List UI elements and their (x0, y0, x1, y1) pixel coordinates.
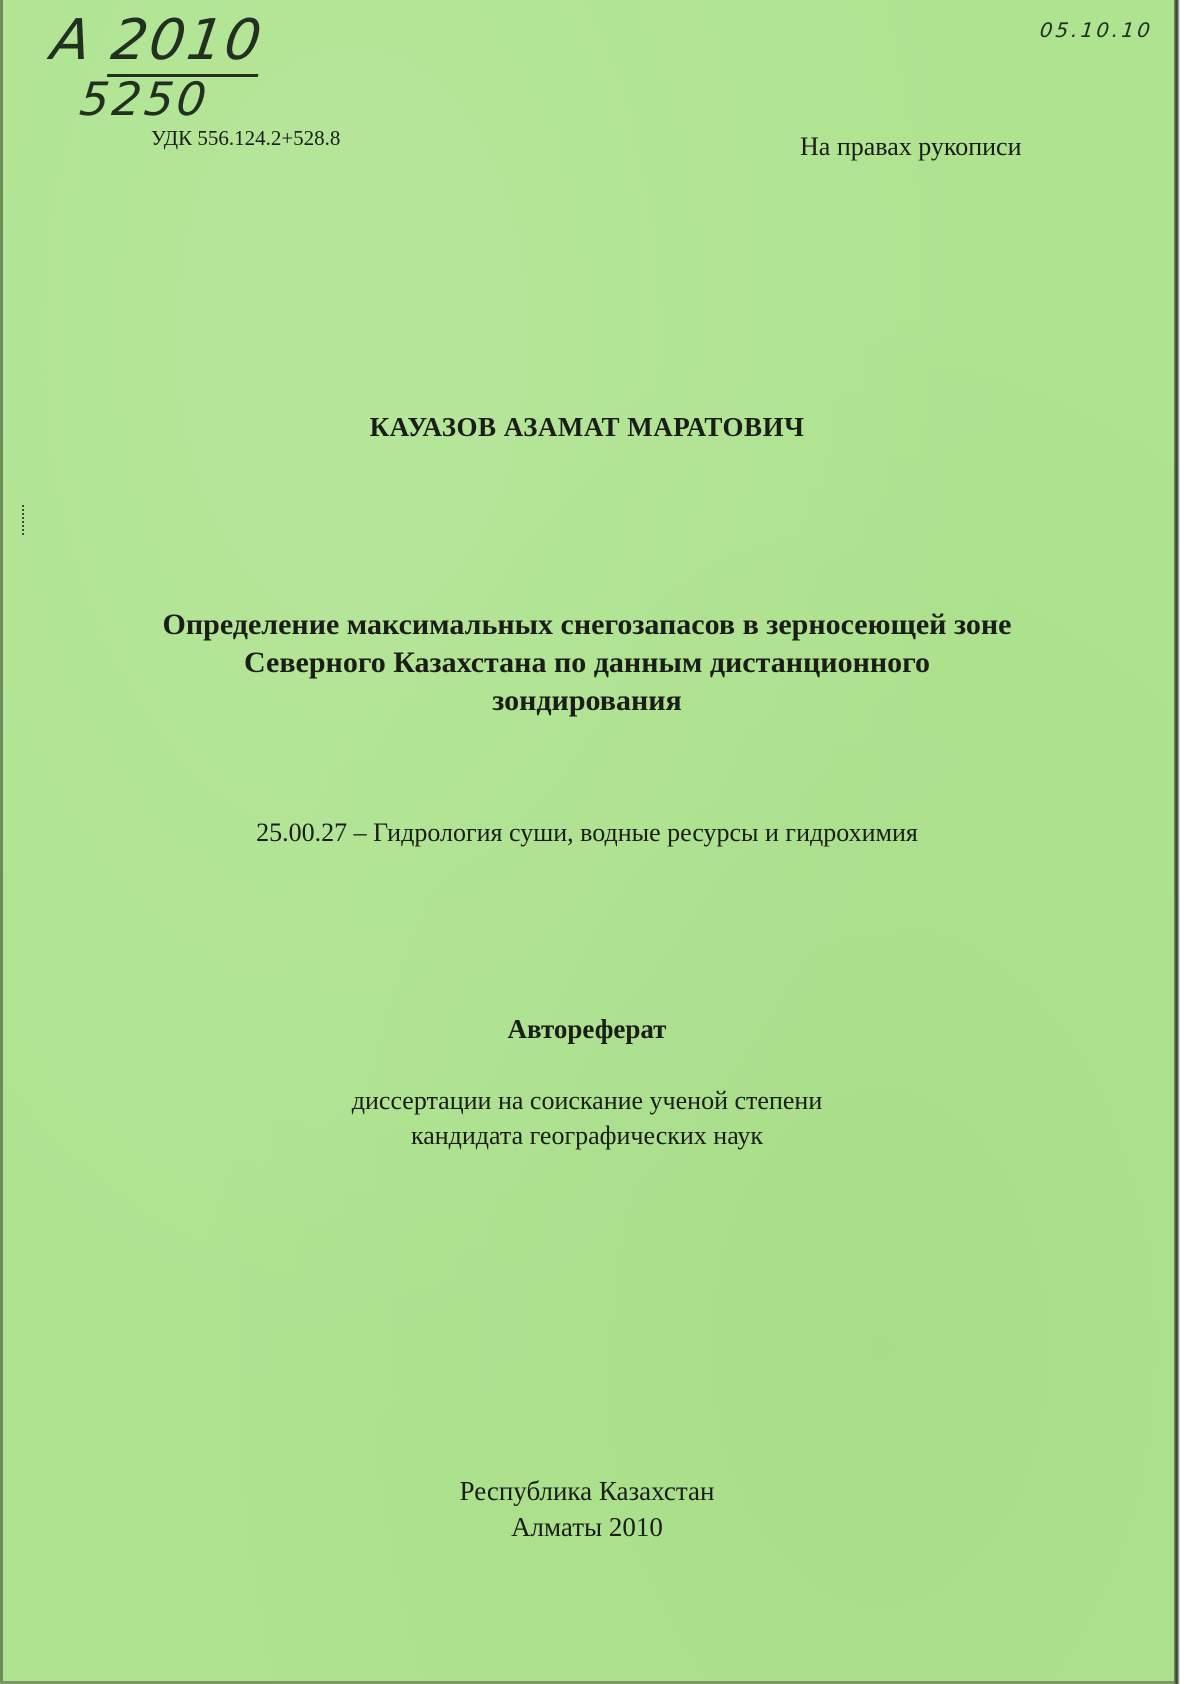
binding-marks (22, 505, 28, 535)
imprint-country: Республика Казахстан (459, 1476, 715, 1506)
handwritten-archive-year: 2010 (107, 8, 267, 77)
handwritten-archive-prefix: А (47, 8, 97, 73)
title-line: Определение максимальных снегозапасов в зерносеющей зоне (162, 608, 1012, 641)
specialty-code: 25.00.27 – Гидрология суши, водные ресурсы и гидрохимия (256, 818, 918, 847)
title-line: зондирования (492, 684, 682, 717)
handwritten-date: 05.10.10 (1038, 18, 1155, 42)
imprint-city-year: Алматы 2010 (511, 1512, 663, 1542)
handwritten-archive-code (47, 8, 267, 73)
degree-description (0, 1083, 1174, 1153)
title-line: Северного Казахстана по данным дистанционного (243, 646, 931, 679)
author-name: КАУАЗОВ АЗАМАТ МАРАТОВИЧ (369, 412, 805, 442)
imprint (0, 1473, 1174, 1545)
degree-line: диссертации на соискание ученой степени (351, 1086, 823, 1115)
udk-code: УДК 556.124.2+528.8 (151, 126, 341, 150)
document-type: Автореферат (507, 1014, 667, 1044)
handwritten-archive-number: 5250 (77, 72, 212, 126)
dissertation-title (0, 606, 1174, 720)
scan-edge-right (1174, 0, 1191, 1684)
degree-line: кандидата географических наук (410, 1121, 764, 1150)
rights-notice: На правах рукописи (800, 132, 1022, 161)
